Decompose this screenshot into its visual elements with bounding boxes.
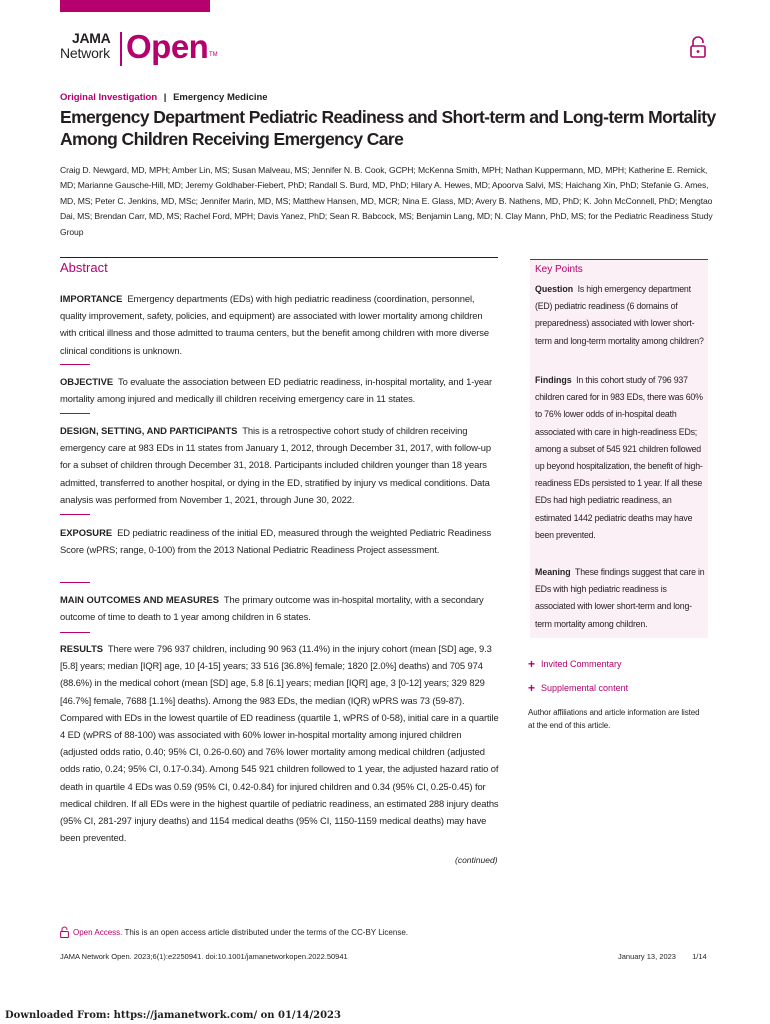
article-subject: Emergency Medicine — [173, 92, 268, 103]
invited-commentary-link[interactable] — [528, 656, 622, 670]
key-point-question — [535, 281, 707, 350]
abstract-outcomes — [60, 591, 500, 625]
plus-icon: + — [528, 681, 536, 695]
page-number: 1/14 — [692, 952, 707, 961]
download-stamp: Downloaded From: https://jamanetwork.com/ on 01/14/2023 — [5, 1010, 341, 1021]
open-lock-icon — [690, 36, 706, 58]
section-divider — [60, 514, 90, 515]
logo-jama-text: JAMA — [72, 30, 111, 46]
abstract-section-text: There were 796 937 children, including 90 963 (11.4%) in the injury cohort (mean [SD] age, 9.3 [5.8] years; median [IQR] age, 10 [4-15] years; 33 516 [36.8%] female; 1820 [2.0%] deaths) and 705 974 (88.6%) in the medical cohort (mean [SD] age, 5.8 [6.1] years; median [IQR] age, 3 [0-12] years; 329 829 [46.7%] female, 7688 [1.1%] deaths). Among the 983 EDs, the median (IQR) wPRS was 73 (59-87). Compared with EDs in the lowest quartile of ED readiness (quartile 1, wPRS of 0-58), initial care in a quartile 4 ED (wPRS of 88-100) was associated with 60% lower in-hospital mortality among injured children (adjusted odds ratio, 0.40; 95% CI, 0.26-0.60) and 76% lower mortality among medical children (adjusted odds ratio, 0.24; 95% CI, 0.17-0.34). Among 545 921 children followed to 1 year, the adjusted hazard ratio of death in quartile 4 EDs was 0.59 (95% CI, 0.42-0.84) for injured children and 0.34 (95% CI, 0.25-0.45) for medical children. If all EDs were in the highest quartile of pediatric readiness, an estimated 288 injury deaths (95% CI, 281-297 injury deaths) and 1154 medical deaths (95% CI, 1150-1159 medical deaths) may have been prevented. — [60, 643, 499, 844]
abstract-design — [60, 422, 500, 508]
continued-note: (continued) — [455, 855, 498, 865]
abstract-section-text: ED pediatric readiness of the initial ED, measured through the weighted Pediatric Readiness Score (wPRS; range, 0-100) from the 2013 National Pediatric Readiness Project assessment. — [60, 527, 492, 556]
abstract-objective — [60, 373, 500, 407]
affiliations-note: Author affiliations and article information are listed at the end of this article. — [528, 708, 700, 730]
logo-network-text: Network — [60, 45, 110, 61]
abstract-exposure — [60, 524, 500, 558]
abstract-heading: Abstract — [60, 260, 108, 275]
section-divider — [60, 632, 90, 633]
plus-icon: + — [528, 657, 536, 671]
top-accent-bar — [60, 0, 210, 12]
key-point-label: Question — [535, 284, 574, 294]
publication-date: January 13, 2023 — [618, 952, 676, 961]
open-access-statement — [73, 928, 408, 937]
abstract-section-text: This is a retrospective cohort study of children receiving emergency care at 983 EDs in 11 states from January 1, 2012, through December 31, 2017, with follow-up for a subset of children through December 31, 2018. Participants included children younger than 18 years admitted, transferred to another hospital, or dying in the ED, stratified by injury vs medical conditions. Data analysis was performed from November 1, 2021, through June 30, 2022. — [60, 425, 492, 505]
jama-network-open-logo — [60, 30, 240, 70]
article-type: Original Investigation — [60, 92, 158, 103]
open-access-label[interactable]: Open Access. — [73, 928, 123, 937]
key-point-text: Is high emergency department (ED) pediatric readiness (6 domains of preparedness) associated with lower short-term and long-term mortality among children? — [535, 284, 704, 346]
supplemental-content-label: Supplemental content — [541, 683, 629, 693]
key-point-meaning — [535, 564, 707, 633]
abstract-section-text: The primary outcome was in-hospital mortality, with a secondary outcome of time to death to 1 year among children in 6 states. — [60, 594, 484, 623]
abstract-rule — [60, 257, 498, 258]
category-separator: | — [163, 92, 167, 103]
key-point-label: Findings — [535, 375, 572, 385]
abstract-section-label: RESULTS — [60, 643, 104, 654]
key-points-heading: Key Points — [535, 264, 583, 275]
open-access-text: This is an open access article distributed under the terms of the CC-BY License. — [124, 928, 408, 937]
key-point-label: Meaning — [535, 567, 571, 577]
article-title: Emergency Department Pediatric Readiness and Short-term and Long-term Mortality Among Children Receiving Emergency Care — [60, 107, 716, 149]
author-list: Craig D. Newgard, MD, MPH; Amber Lin, MS; Susan Malveau, MS; Jennifer N. B. Cook, GCPH; McKenna Smith, MPH; Nathan Kuppermann, MD, MPH; Katherine E. Remick, MD; Marianne Gausche-Hill, MD; Jeremy Goldhaber-Fiebert, PhD; Randall S. Burd, MD, PhD; Hilary A. Hewes, MD; Apoorva Salvi, MS; Haichang Xin, PhD; Stefanie G. Ames, MD, MS; Peter C. Jenkins, MD, MSc; Jennifer Marin, MD, MS; Matthew Hansen, MD, MCR; Nina E. Glass, MD; Avery B. Nathens, MD, PhD; K. John McConnell, PhD; Mengtao Dai, MS; Brendan Carr, MD, MS; Rachel Ford, MPH; Davis Yanez, PhD; Sean R. Babcock, MS; Benjamin Lang, MD; N. Clay Mann, PhD, MS; for the Pediatric Readiness Study Group — [60, 165, 713, 237]
logo-trademark: TM — [209, 52, 218, 58]
abstract-results — [60, 640, 500, 846]
key-point-findings — [535, 372, 707, 544]
section-divider — [60, 582, 90, 583]
abstract-section-label: IMPORTANCE — [60, 293, 123, 304]
invited-commentary-label: Invited Commentary — [541, 659, 622, 669]
key-points-rule — [530, 259, 708, 260]
abstract-importance — [60, 290, 500, 359]
abstract-section-label: EXPOSURE — [60, 527, 113, 538]
logo-open-text: Open — [126, 28, 209, 65]
section-divider — [60, 413, 90, 414]
abstract-section-label: MAIN OUTCOMES AND MEASURES — [60, 594, 220, 605]
supplemental-content-link[interactable] — [528, 680, 628, 694]
section-divider — [60, 364, 90, 365]
abstract-section-label: OBJECTIVE — [60, 376, 114, 387]
article-category-line — [60, 92, 268, 103]
logo-divider — [120, 32, 122, 66]
abstract-section-text: To evaluate the association between ED pediatric readiness, in-hospital mortality, and 1-year mortality among injured and medically ill children receiving emergency care in 11 states. — [60, 376, 493, 405]
citation-text: JAMA Network Open. 2023;6(1):e2250941. doi:10.1001/jamanetworkopen.2022.50941 — [60, 952, 348, 961]
page-footer — [618, 952, 707, 961]
key-point-text: In this cohort study of 796 937 children cared for in 983 EDs, there was 60% to 76% lower odds of in-hospital death associated with care in high-readiness EDs; among a subset of 545 921 children followed up beyond hospitalization, the benefit of high-readiness EDs persisted to 1 year. If all these EDs had high pediatric readiness, an estimated 1442 pediatric deaths may have been prevented. — [535, 375, 703, 540]
key-point-text: These findings suggest that care in EDs with high pediatric readiness is associated with lower short-term and long-term mortality among children. — [535, 567, 705, 629]
citation-footer — [60, 952, 348, 961]
abstract-section-text: Emergency departments (EDs) with high pediatric readiness (coordination, personnel, quality improvement, safety, policies, and equipment) are associated with lower mortality among children with critical illness and those admitted to trauma centers, but the benefit among children with more diverse clinical conditions is unknown. — [60, 293, 490, 356]
open-access-lock-icon — [60, 926, 69, 938]
abstract-section-label: DESIGN, SETTING, AND PARTICIPANTS — [60, 425, 238, 436]
